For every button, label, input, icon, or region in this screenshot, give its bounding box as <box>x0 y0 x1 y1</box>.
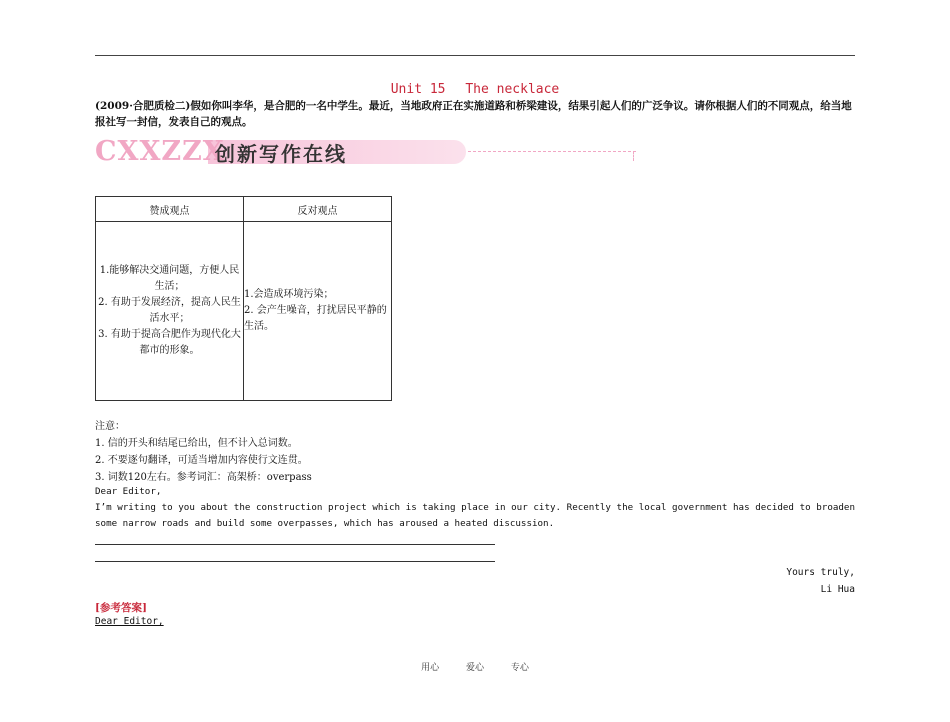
answer-label: [参考答案] <box>95 602 147 614</box>
writing-line-2 <box>95 561 495 562</box>
pro-point-1: 1.能够解决交通问题，方便人民生活； <box>99 265 240 292</box>
notes-heading: 注意： <box>95 421 125 432</box>
pro-cell <box>96 222 244 401</box>
letter-greeting: Dear Editor, <box>95 486 162 497</box>
writing-line-1 <box>95 544 495 545</box>
note-item-1: 1. 信的开头和结尾已给出，但不计入总词数。 <box>95 438 298 449</box>
top-rule <box>95 55 855 56</box>
banner-label: 创新写作在线 <box>215 142 347 166</box>
answer-greeting: Dear Editor, <box>95 616 164 627</box>
table-header-row <box>96 197 392 222</box>
letter-signature: Li Hua <box>820 584 855 595</box>
con-point-1: 1.会造成环境污染； <box>244 289 334 300</box>
note-item-2: 2. 不要逐句翻译，可适当增加内容使行文连贯。 <box>95 455 308 466</box>
con-point-2: 2. 会产生噪音，打扰居民平静的生活。 <box>244 305 387 332</box>
letter-start <box>95 484 855 532</box>
letter-closing: Yours truly, <box>786 567 855 578</box>
unit-number: Unit 15 <box>390 82 446 97</box>
footer-word-1: 用心 <box>421 663 440 673</box>
viewpoints-table <box>95 196 392 401</box>
unit-name: The necklace <box>465 82 560 97</box>
con-cell <box>244 222 392 401</box>
task-intro: (2009·合肥质检二)假如你叫李华，是合肥的一名中学生。最近，当地政府正在实施道路和桥梁建设，结果引起人们的广泛争议。请你根据人们的不同观点，给当地报社写一封信，发表自己的观点。 <box>95 100 852 128</box>
page-footer <box>0 660 950 673</box>
section-banner <box>95 138 555 166</box>
banner-dashed-line <box>468 151 636 152</box>
pro-point-2: 2. 有助于发展经济，提高人民生活水平； <box>98 297 241 324</box>
banner-dashed-tick <box>633 151 634 161</box>
page-title <box>0 82 950 97</box>
notes <box>95 418 312 486</box>
pro-point-3: 3. 有助于提高合肥作为现代化大都市的形象。 <box>98 329 241 356</box>
note-item-3: 3. 词数120左右。参考词汇：高架桥：overpass <box>95 472 312 483</box>
header-pro: 赞成观点 <box>96 197 244 222</box>
letter-body: I’m writing to you about the construction project which is taking place in our city. Recently the local government has decided to broaden some narrow roads and build some overpasses, which has aroused a heated discussion. <box>95 502 855 529</box>
footer-word-3: 专心 <box>510 663 529 673</box>
banner-letters: CXXZZX <box>95 136 225 167</box>
table-row <box>96 222 392 401</box>
footer-word-2: 爱心 <box>465 663 484 673</box>
header-con: 反对观点 <box>244 197 392 222</box>
